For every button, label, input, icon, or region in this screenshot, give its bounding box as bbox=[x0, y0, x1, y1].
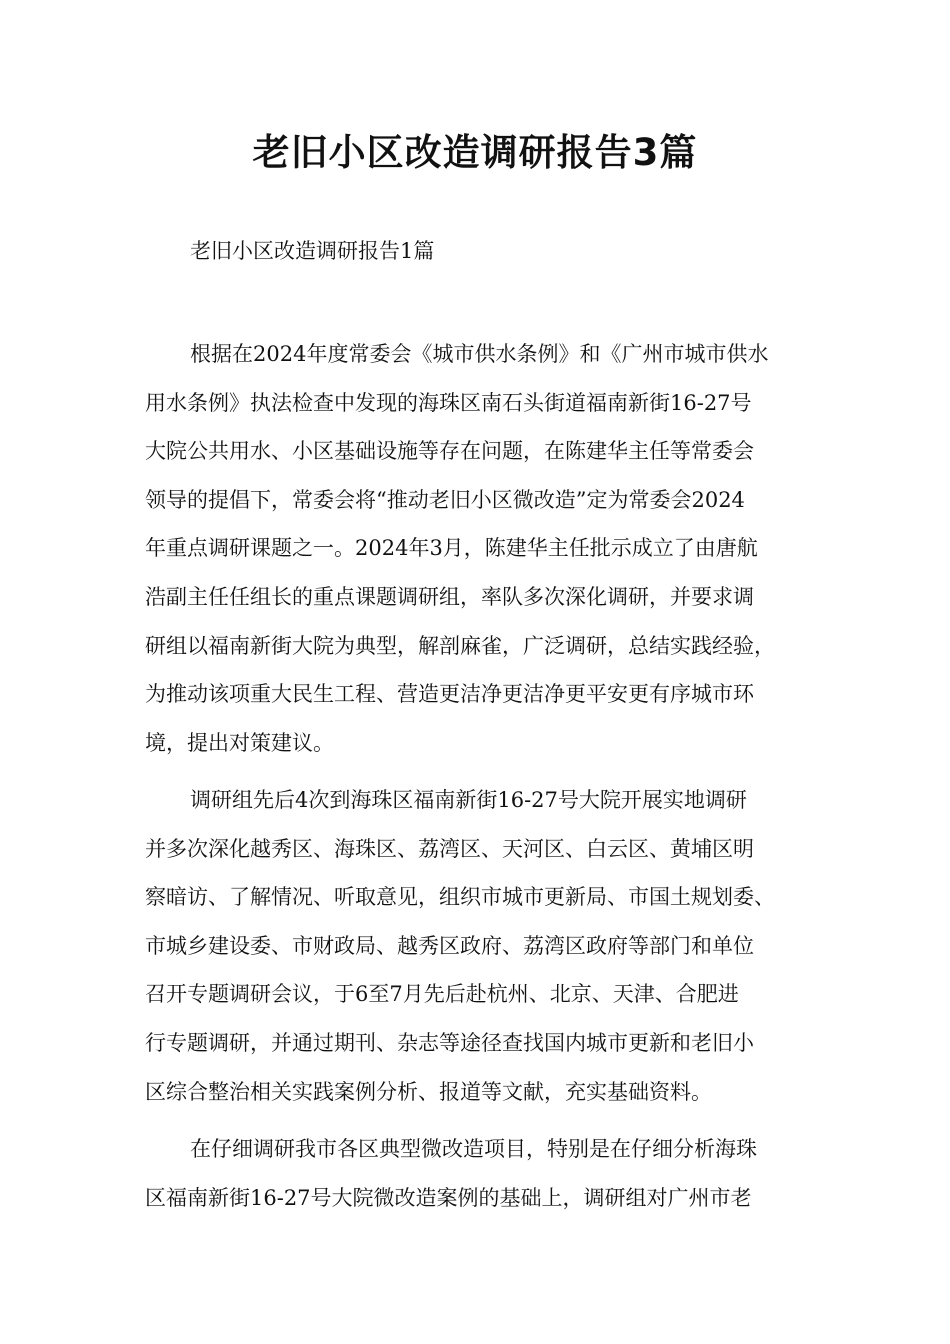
paragraph-line: 境，提出对策建议。 bbox=[145, 730, 334, 755]
paragraph-line: 察暗访、了解情况、听取意见，组织市城市更新局、市国土规划委、 bbox=[145, 885, 775, 910]
paragraph-line: 浩副主任任组长的重点课题调研组，率队多次深化调研，并要求调 bbox=[145, 584, 754, 609]
paragraph-line: 市城乡建设委、市财政局、越秀区政府、荔湾区政府等部门和单位 bbox=[145, 933, 754, 958]
paragraph-line: 在仔细调研我市各区典型微改造项目，特别是在仔细分析海珠 bbox=[190, 1137, 757, 1161]
paragraph-line: 领导的提倡下，常委会将“推动老旧小区微改造”定为常委会2024 bbox=[145, 487, 745, 512]
paragraph-line: 行专题调研，并通过期刊、杂志等途径查找国内城市更新和老旧小 bbox=[145, 1030, 754, 1055]
paragraph-line: 用水条例》执法检查中发现的海珠区南石头街道福南新街16-27号 bbox=[145, 390, 752, 415]
paragraph-line: 年重点调研课题之一。2024年3月，陈建华主任批示成立了由唐航 bbox=[145, 536, 758, 561]
paragraph-line: 研组以福南新街大院为典型，解剖麻雀，广泛调研，总结实践经验， bbox=[145, 633, 775, 658]
paragraph-1 bbox=[145, 330, 825, 767]
document-title: 老旧小区改造调研报告3篇 bbox=[252, 131, 698, 174]
paragraph-line: 并多次深化越秀区、海珠区、荔湾区、天河区、白云区、黄埔区明 bbox=[145, 836, 754, 861]
paragraph-line: 区综合整治相关实践案例分析、报道等文献，充实基础资料。 bbox=[145, 1079, 712, 1104]
paragraph-2 bbox=[145, 776, 825, 1116]
paragraph-3 bbox=[145, 1125, 825, 1222]
paragraph-line: 区福南新街16-27号大院微改造案例的基础上，调研组对广州市老 bbox=[145, 1185, 752, 1210]
paragraph-line: 根据在2024年度常委会《城市供水条例》和《广州市城市供水 bbox=[190, 342, 769, 366]
paragraph-line: 大院公共用水、小区基础设施等存在问题，在陈建华主任等常委会 bbox=[145, 439, 754, 464]
paragraph-line: 调研组先后4次到海珠区福南新街16-27号大院开展实地调研 bbox=[190, 788, 747, 812]
paragraph-line: 召开专题调研会议，于6至7月先后赴杭州、北京、天津、合肥进 bbox=[145, 982, 739, 1007]
document-subtitle: 老旧小区改造调研报告1篇 bbox=[190, 239, 435, 263]
paragraph-line: 为推动该项重大民生工程、营造更洁净更洁净更平安更有序城市环 bbox=[145, 682, 754, 707]
